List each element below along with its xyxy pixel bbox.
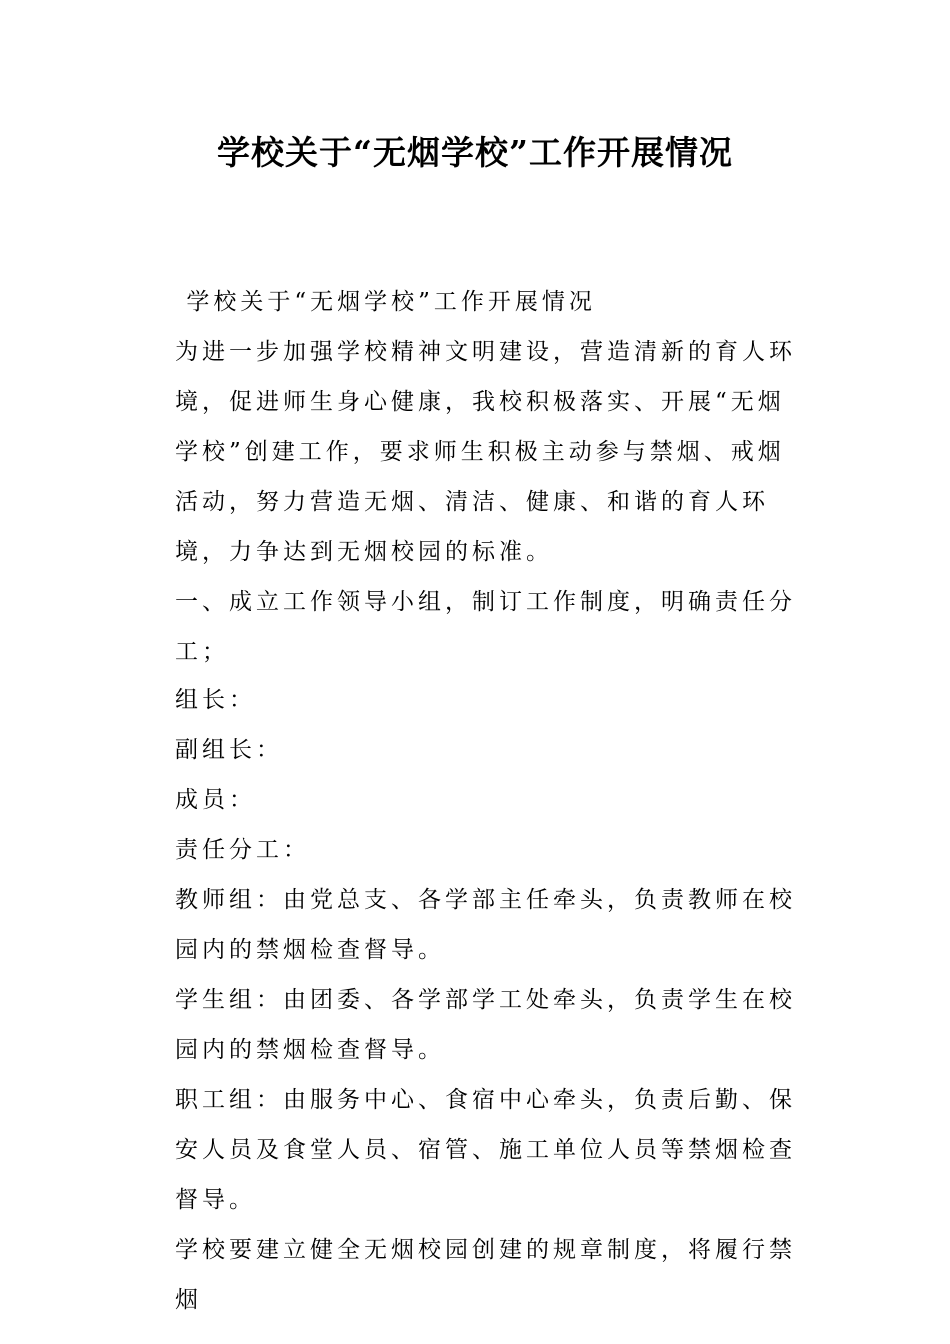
paragraph-teacher-group: 教师组：由党总支、各学部主任牵头，负责教师在校园内的禁烟检查督导。 (175, 887, 796, 963)
paragraph-members: 成员： (175, 787, 256, 813)
paragraph-staff-group: 职工组：由服务中心、食宿中心牵头，负责后勤、保安人员及食堂人员、宿管、施工单位人员等禁烟检查督导。 (175, 1087, 796, 1213)
paragraph-responsibilities: 责任分工： (175, 837, 310, 863)
paragraph-intro: 为进一步加强学校精神文明建设，营造清新的育人环境，促进师生身心健康，我校积极落实、开展“无烟学校”创建工作，要求师生积极主动参与禁烟、戒烟活动，努力营造无烟、清洁、健康、和谐的育人环境，力争达到无烟校园的标准。 (175, 339, 796, 565)
paragraph-leader: 组长： (175, 687, 256, 713)
document-body-continued (146, 675, 811, 1325)
paragraph-regulations: 学校要建立健全无烟校园创建的规章制度，将履行禁烟 (175, 1237, 796, 1313)
document-title: 学校关于“无烟学校”工作开展情况 (217, 133, 733, 172)
paragraph-subtitle: 学校关于“无烟学校”工作开展情况 (175, 289, 596, 315)
paragraph-section-one: 一、成立工作领导小组，制订工作制度，明确责任分工； (175, 589, 796, 665)
document-body (146, 277, 811, 677)
paragraph-deputy-leader: 副组长： (175, 737, 283, 763)
paragraph-student-group: 学生组：由团委、各学部学工处牵头，负责学生在校园内的禁烟检查督导。 (175, 987, 796, 1063)
